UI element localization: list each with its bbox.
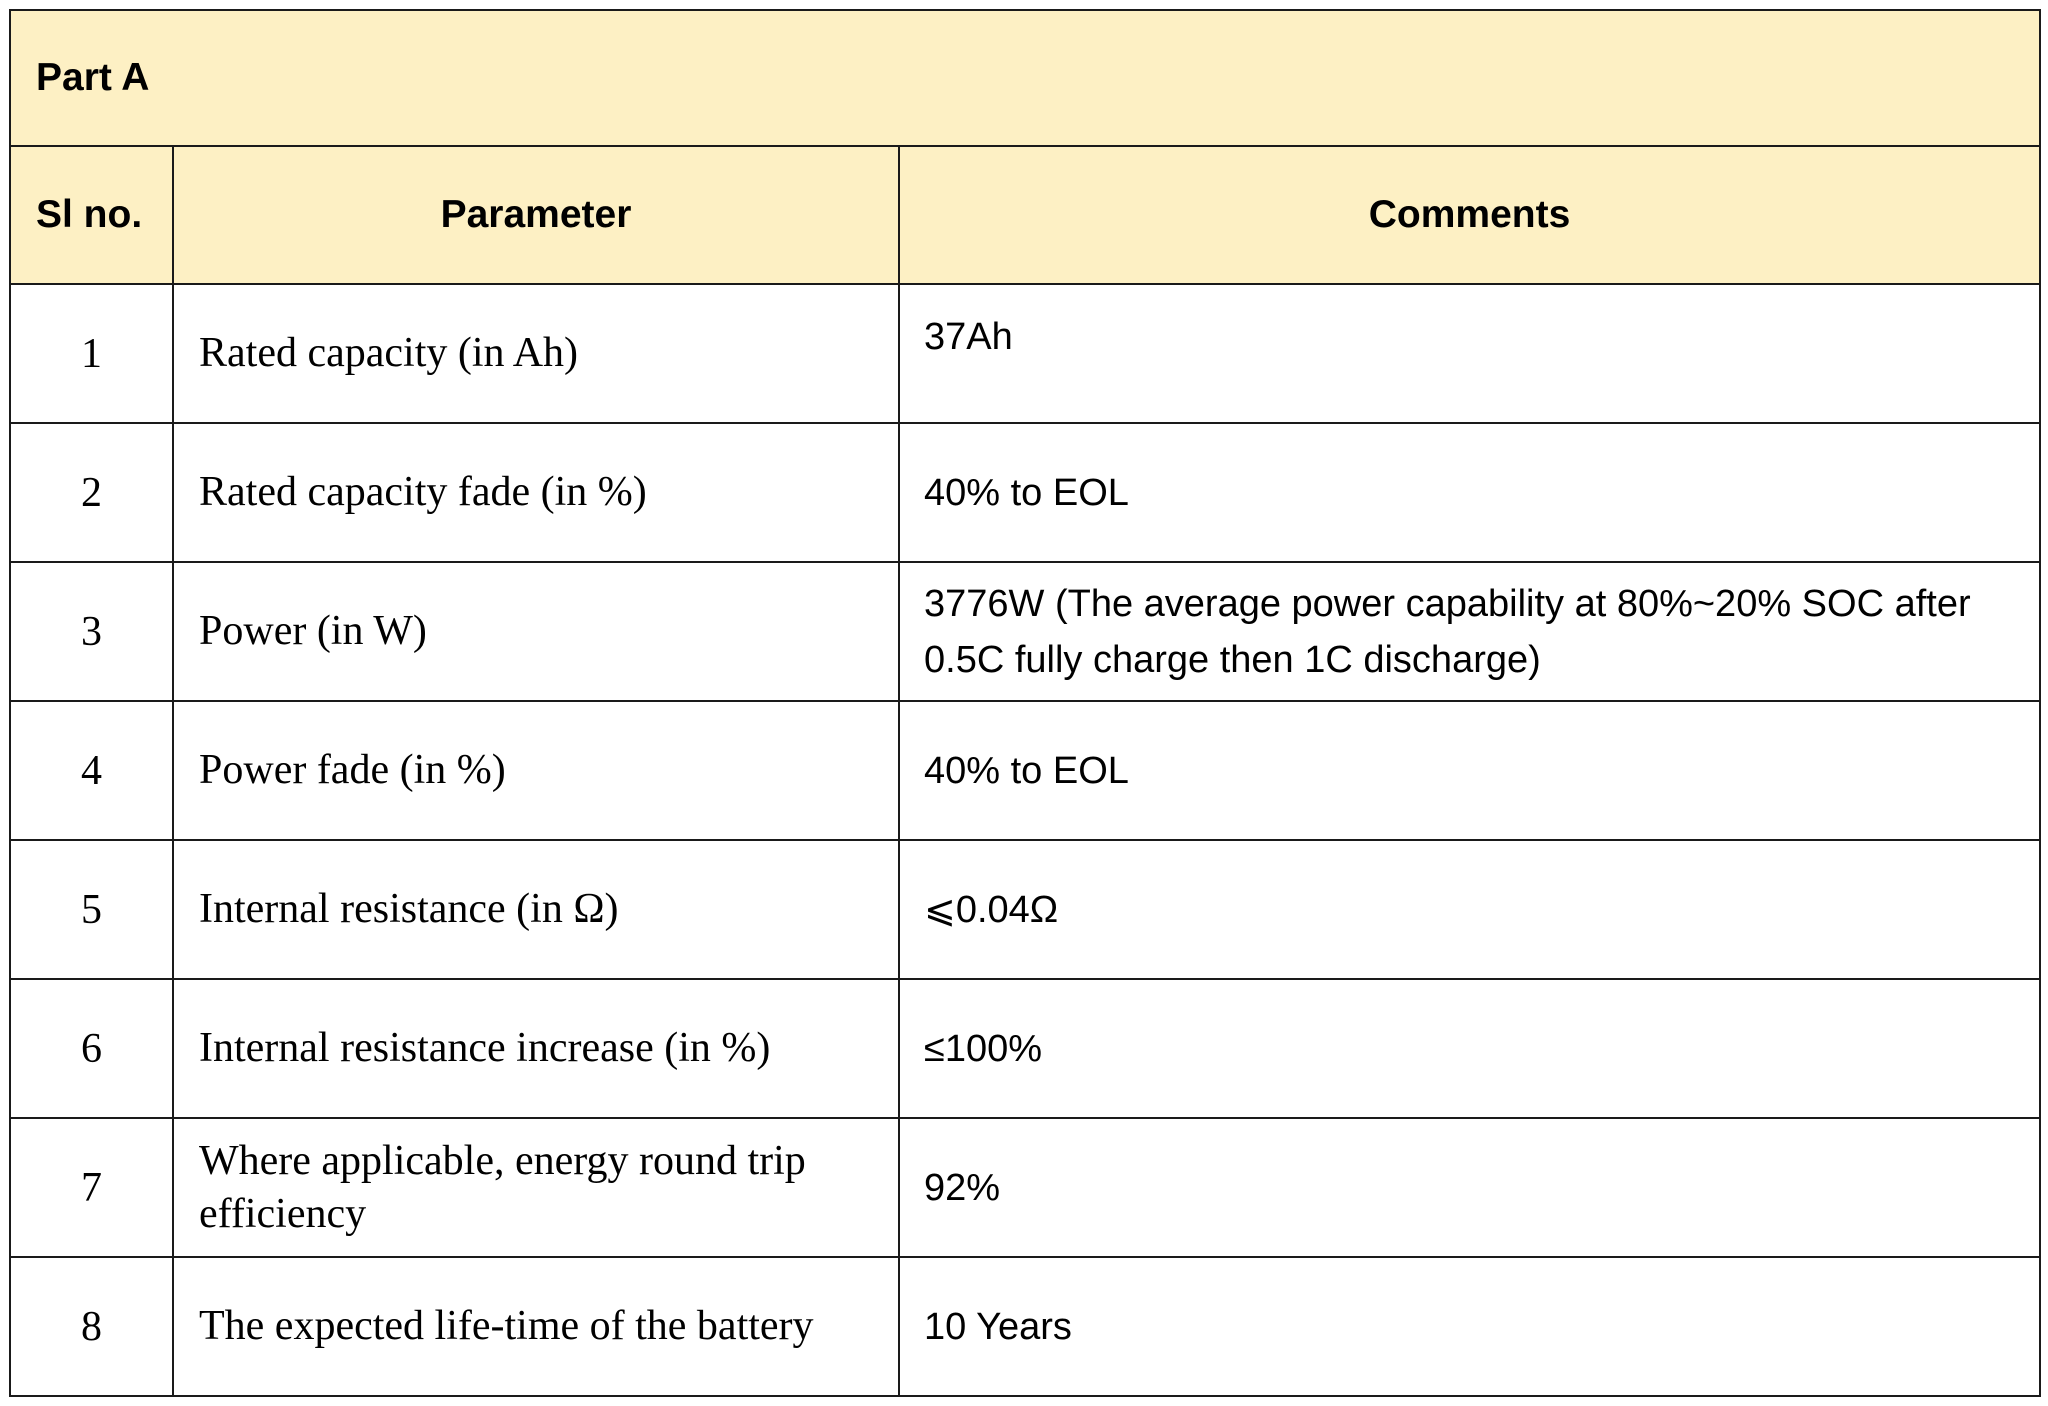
sl-no-cell: 5 xyxy=(10,840,173,979)
parameter-cell: Internal resistance increase (in %) xyxy=(173,979,899,1118)
parameter-cell: The expected life-time of the battery xyxy=(173,1257,899,1396)
table-row xyxy=(10,562,2040,701)
section-title: Part A xyxy=(10,10,2040,146)
sl-no-cell: 1 xyxy=(10,284,173,423)
header-sl-no: Sl no. xyxy=(10,146,173,284)
section-title-row xyxy=(10,10,2040,146)
sl-no-cell: 8 xyxy=(10,1257,173,1396)
table-row xyxy=(10,1257,2040,1396)
table-row xyxy=(10,701,2040,840)
battery-spec-table xyxy=(9,9,2041,1397)
comment-cell: 92% xyxy=(899,1118,2040,1257)
comment-cell: 10 Years xyxy=(899,1257,2040,1396)
sl-no-cell: 3 xyxy=(10,562,173,701)
parameter-cell: Rated capacity (in Ah) xyxy=(173,284,899,423)
sl-no-cell: 7 xyxy=(10,1118,173,1257)
parameter-cell: Internal resistance (in Ω) xyxy=(173,840,899,979)
table-row xyxy=(10,423,2040,562)
comment-cell: ⩽0.04Ω xyxy=(899,840,2040,979)
comment-cell: 40% to EOL xyxy=(899,423,2040,562)
sl-no-cell: 2 xyxy=(10,423,173,562)
parameter-cell: Where applicable, energy round trip efficiency xyxy=(173,1118,899,1257)
sl-no-cell: 6 xyxy=(10,979,173,1118)
header-parameter: Parameter xyxy=(173,146,899,284)
comment-cell: 40% to EOL xyxy=(899,701,2040,840)
sl-no-cell: 4 xyxy=(10,701,173,840)
table-row xyxy=(10,284,2040,423)
table-row xyxy=(10,840,2040,979)
comment-cell: 3776W (The average power capability at 80%~20% SOC after 0.5C fully charge then 1C discharge) xyxy=(899,562,2040,701)
table-row xyxy=(10,1118,2040,1257)
header-row xyxy=(10,146,2040,284)
parameter-cell: Power (in W) xyxy=(173,562,899,701)
parameter-cell: Rated capacity fade (in %) xyxy=(173,423,899,562)
header-comments: Comments xyxy=(899,146,2040,284)
comment-cell: ≤100% xyxy=(899,979,2040,1118)
comment-cell: 37Ah xyxy=(899,284,2040,423)
parameter-cell: Power fade (in %) xyxy=(173,701,899,840)
table-row xyxy=(10,979,2040,1118)
